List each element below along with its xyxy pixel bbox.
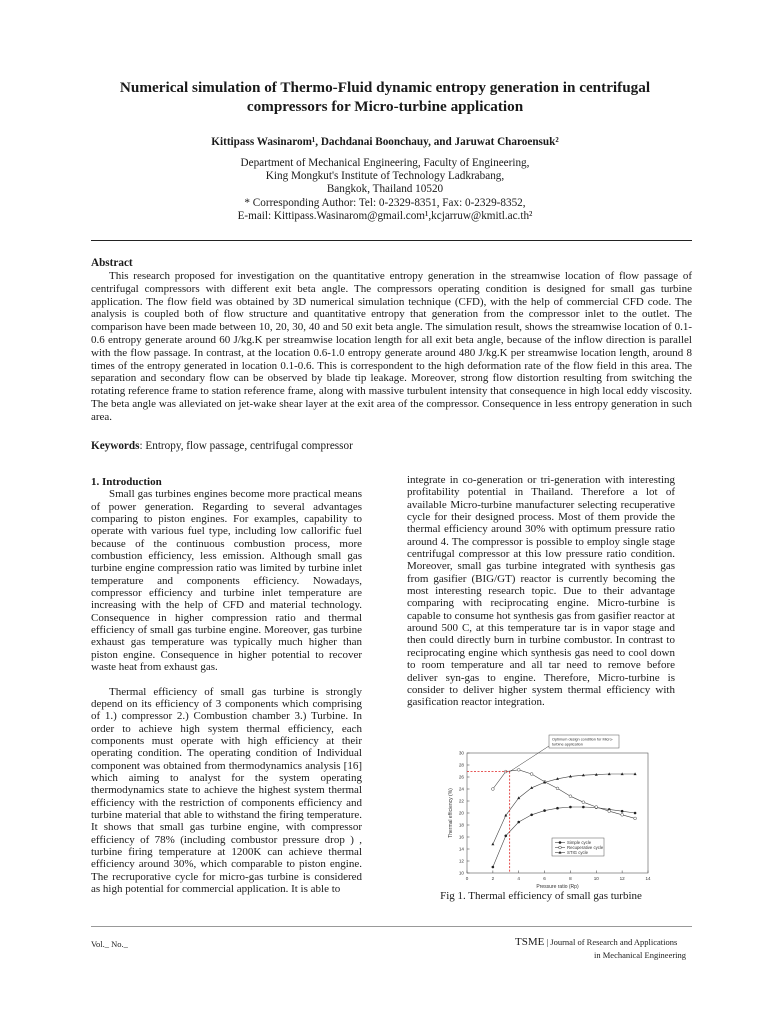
author-list: Kittipass Wasinarom¹, Dachdanai Boonchauy, and Jaruwat Charoensuk² — [211, 136, 559, 148]
x-tick-label: 12 — [619, 876, 625, 881]
affiliation-line: * Corresponding Author: Tel: 0-2329-8351, Fax: 0-2329-8352, — [244, 196, 526, 209]
annotation-text-2: turbine application — [552, 742, 583, 747]
y-tick-label: 16 — [458, 834, 464, 840]
affiliation-block — [90, 157, 680, 223]
data-point — [634, 812, 637, 815]
data-point — [556, 787, 559, 790]
series-line — [493, 807, 635, 867]
y-tick-label: 18 — [458, 822, 464, 828]
x-tick-label: 8 — [569, 876, 572, 881]
y-tick-label: 22 — [458, 798, 464, 804]
data-point — [621, 810, 624, 813]
keywords-label: Keywords — [91, 440, 140, 452]
series-recuperative-cycle — [491, 768, 636, 819]
paragraph-spacer — [91, 674, 362, 686]
keywords-line — [91, 440, 353, 452]
keywords-text: : Entropy, flow passage, centrifugal compressor — [139, 440, 353, 452]
affiliation-line: King Mongkut's Institute of Technology Ladkrabang, — [265, 170, 505, 183]
figure-caption: Fig 1. Thermal efficiency of small gas turbine — [440, 890, 642, 902]
y-tick-label: 26 — [458, 774, 464, 780]
data-point — [517, 821, 520, 824]
abstract-heading: Abstract — [91, 257, 133, 269]
journal-name-2: in Mechanical Engineering — [594, 950, 687, 960]
y-tick-label: 10 — [458, 870, 464, 876]
y-tick-label: 30 — [458, 750, 464, 756]
y-tick-label: 24 — [458, 786, 464, 792]
y-tick-label: 14 — [458, 846, 464, 852]
abstract-body: This research proposed for investigation on the quantitative entropy generation in the streamwise location of flow passage of centrifugal compressors with different exit beta angle. The compressors operating condition is designed for small gas turbine application. The flow field was obtained by 3D numerical simulation technique (CFD), with the help of commercial CFD code. The analysis is coupled both of flow structure and quantitative entropy that generation from the compressor inlet to the outlet. The comparison have been made between 10, 20, 30, 40 and 50 exit beta angle. The simulation result, shows the streamwise location of 0.1-0.6 entropy generate around 60 J/kg.K per streamwise location length for all exit beta angle, because of the inflow direction is parallel with the flow passage. In contrast, at the location 0.6-1.0 entropy generate around 480 J/kg.K per streamwise location length, around 8 times of the entropy generated in location 0.1-0.6. This is correspondent to the high deformation rate of the flow field in this area. The separation and secondary flow can be observed by blade tip leakage. Moreover, strong flow distortion resulting from switching the rotating reference frame to station reference frame, along with massive turbulent intensity that consequence in high local eddy viscosity. The beta angle was alleviated on jet-wake shear layer at the exit area of the compressor. Consequence in less entropy generation in such area. — [91, 270, 692, 423]
data-point — [582, 806, 585, 809]
data-point — [491, 788, 494, 791]
data-point — [621, 813, 624, 816]
x-tick-label: 0 — [465, 876, 469, 881]
legend-label: STIG cycle — [567, 850, 589, 855]
data-point — [634, 817, 637, 820]
data-point — [608, 810, 611, 813]
x-tick-label: 10 — [593, 876, 599, 881]
journal-line — [515, 936, 677, 948]
data-point — [517, 768, 520, 771]
annotation-pointer — [510, 746, 549, 772]
footer-divider — [91, 926, 692, 927]
series-stig-cycle — [491, 772, 636, 845]
x-axis-label: Pressure ratio (Rp) — [536, 884, 579, 890]
data-point — [492, 866, 495, 869]
volume-label: Vol._ No._ — [91, 939, 128, 949]
section-heading: 1. Introduction — [91, 476, 162, 488]
x-tick-label: 14 — [645, 876, 651, 881]
annotation-text-1: Optimum design condition for Micro- — [552, 737, 613, 742]
tsme-label: TSME — [515, 936, 545, 948]
series-simple-cycle — [492, 806, 637, 869]
thermal-efficiency-chart — [430, 733, 660, 895]
x-tick-label: 2 — [491, 876, 495, 881]
y-axis-label: Thermal efficiency (%) — [448, 788, 454, 838]
legend-label: Recuperative cycle — [567, 845, 604, 850]
legend-label: Simple cycle — [567, 840, 592, 845]
journal-name-1: | Journal of Research and Applications — [544, 937, 678, 947]
x-tick-label: 6 — [543, 876, 546, 881]
y-tick-label: 20 — [458, 810, 464, 816]
data-point — [556, 807, 559, 810]
data-point — [595, 806, 598, 809]
data-point — [491, 843, 494, 846]
data-point — [504, 835, 507, 838]
data-point — [569, 806, 572, 809]
series-line — [493, 774, 635, 844]
chart-legend — [552, 838, 604, 856]
data-point — [569, 795, 572, 798]
legend-marker — [559, 841, 562, 844]
data-point — [582, 801, 585, 804]
header-divider — [91, 240, 692, 241]
data-point — [530, 773, 533, 776]
paper-title: Numerical simulation of Thermo-Fluid dynamic entropy generation in centrifugal compressors for Micro-turbine application — [119, 79, 651, 115]
intro-paragraph-1: Small gas turbines engines become more practical means of power generation. Regarding to several advantages comparing to piston engines. For examples, capability to operate with various fuel type, including low callorific fuel because of the continuous combustion process, more combustion efficiency, less emission. Although small gas turbine engine compression ratio was limited by turbine inlet temperature and components efficiency. Nowadays, compressor efficiency and turbine inlet temperature are increasing with the help of CFD and material technology. Consequence in higher compression ratio and thermal efficiency of small gas turbine engine. Moreover, gas turbine exhaust gas temperature was typically much higher than piston engine. Consequence in higher potential to recover waste heat from exhaust gas. — [91, 488, 362, 674]
data-point — [530, 814, 533, 817]
legend-marker — [559, 846, 562, 849]
left-column — [91, 476, 362, 895]
intro-paragraph-2: Thermal efficiency of small gas turbine is strongly depend on its efficiency of 3 components which comprising of 1.) compressor 2.) Combustion chamber 3.) Turbine. In order to achieve high system thermal efficiency, each components must operate with high efficiency at their operating condition. The operating condition of Individual component was obtained from thermodynamics analysis [16] which aiming to analyst for the system operating thermodynamics state to achieve the highest system thermal efficiency with the restriction of components efficiency and turbine material that able to withstand the firing temperature. It shows that small gas turbine engine, with compressor efficiency of 78% (including combustor pressure drop ) , turbine firing temperature at 1200K can achieve thermal efficiency around 30%, which comparable to piston engine. The recruporative cycle for micro-gas turbine is considered as high potential for commercial application. It is able to — [91, 685, 362, 895]
y-tick-label: 28 — [458, 762, 464, 768]
intro-paragraph-3: integrate in co-generation or tri-generation with interesting profitability potential in Thailand. Therefore a lot of available Micro-turbine manufacturer selecting recuperative cycle for their designed process. Most of them provide the thermal efficiency around 30% with optimum pressure ratio around 4. The compressor is possible to employ single stage centrifugal compressor at this low pressure ratio condition. Moreover, small gas turbine integrated with synthesis gas from gasifier (BIG/GT) reactor is currently becoming the most interesting research topic. Due to their advantage comparing with reciprocating engine. Micro-turbine is capable to consume hot synthesis gas from gasifier reactor at around 500 C, at this temperature tar is in vapor stage and then could directly burn in turbine combustor. In contrast to reciprocating engine which synthesis gas need to cool down to room temperature and all tar need to remove before deliver syn-gas to engine. Therefore, Micro-turbine is consider to deliver higher system thermal efficiency with gasification reactor integration. — [407, 474, 675, 709]
affiliation-line: Bangkok, Thailand 10520 — [326, 183, 444, 196]
x-tick-label: 4 — [517, 876, 520, 881]
affiliation-line: Department of Mechanical Engineering, Faculty of Engineering, — [240, 157, 530, 169]
right-column — [407, 474, 675, 709]
affiliation-line: E-mail: Kittipass.Wasinarom@gmail.com¹,kcjarruw@kmitl.ac.th² — [237, 209, 533, 222]
series-line — [493, 770, 635, 819]
y-tick-label: 12 — [458, 858, 464, 864]
data-point — [543, 809, 546, 812]
